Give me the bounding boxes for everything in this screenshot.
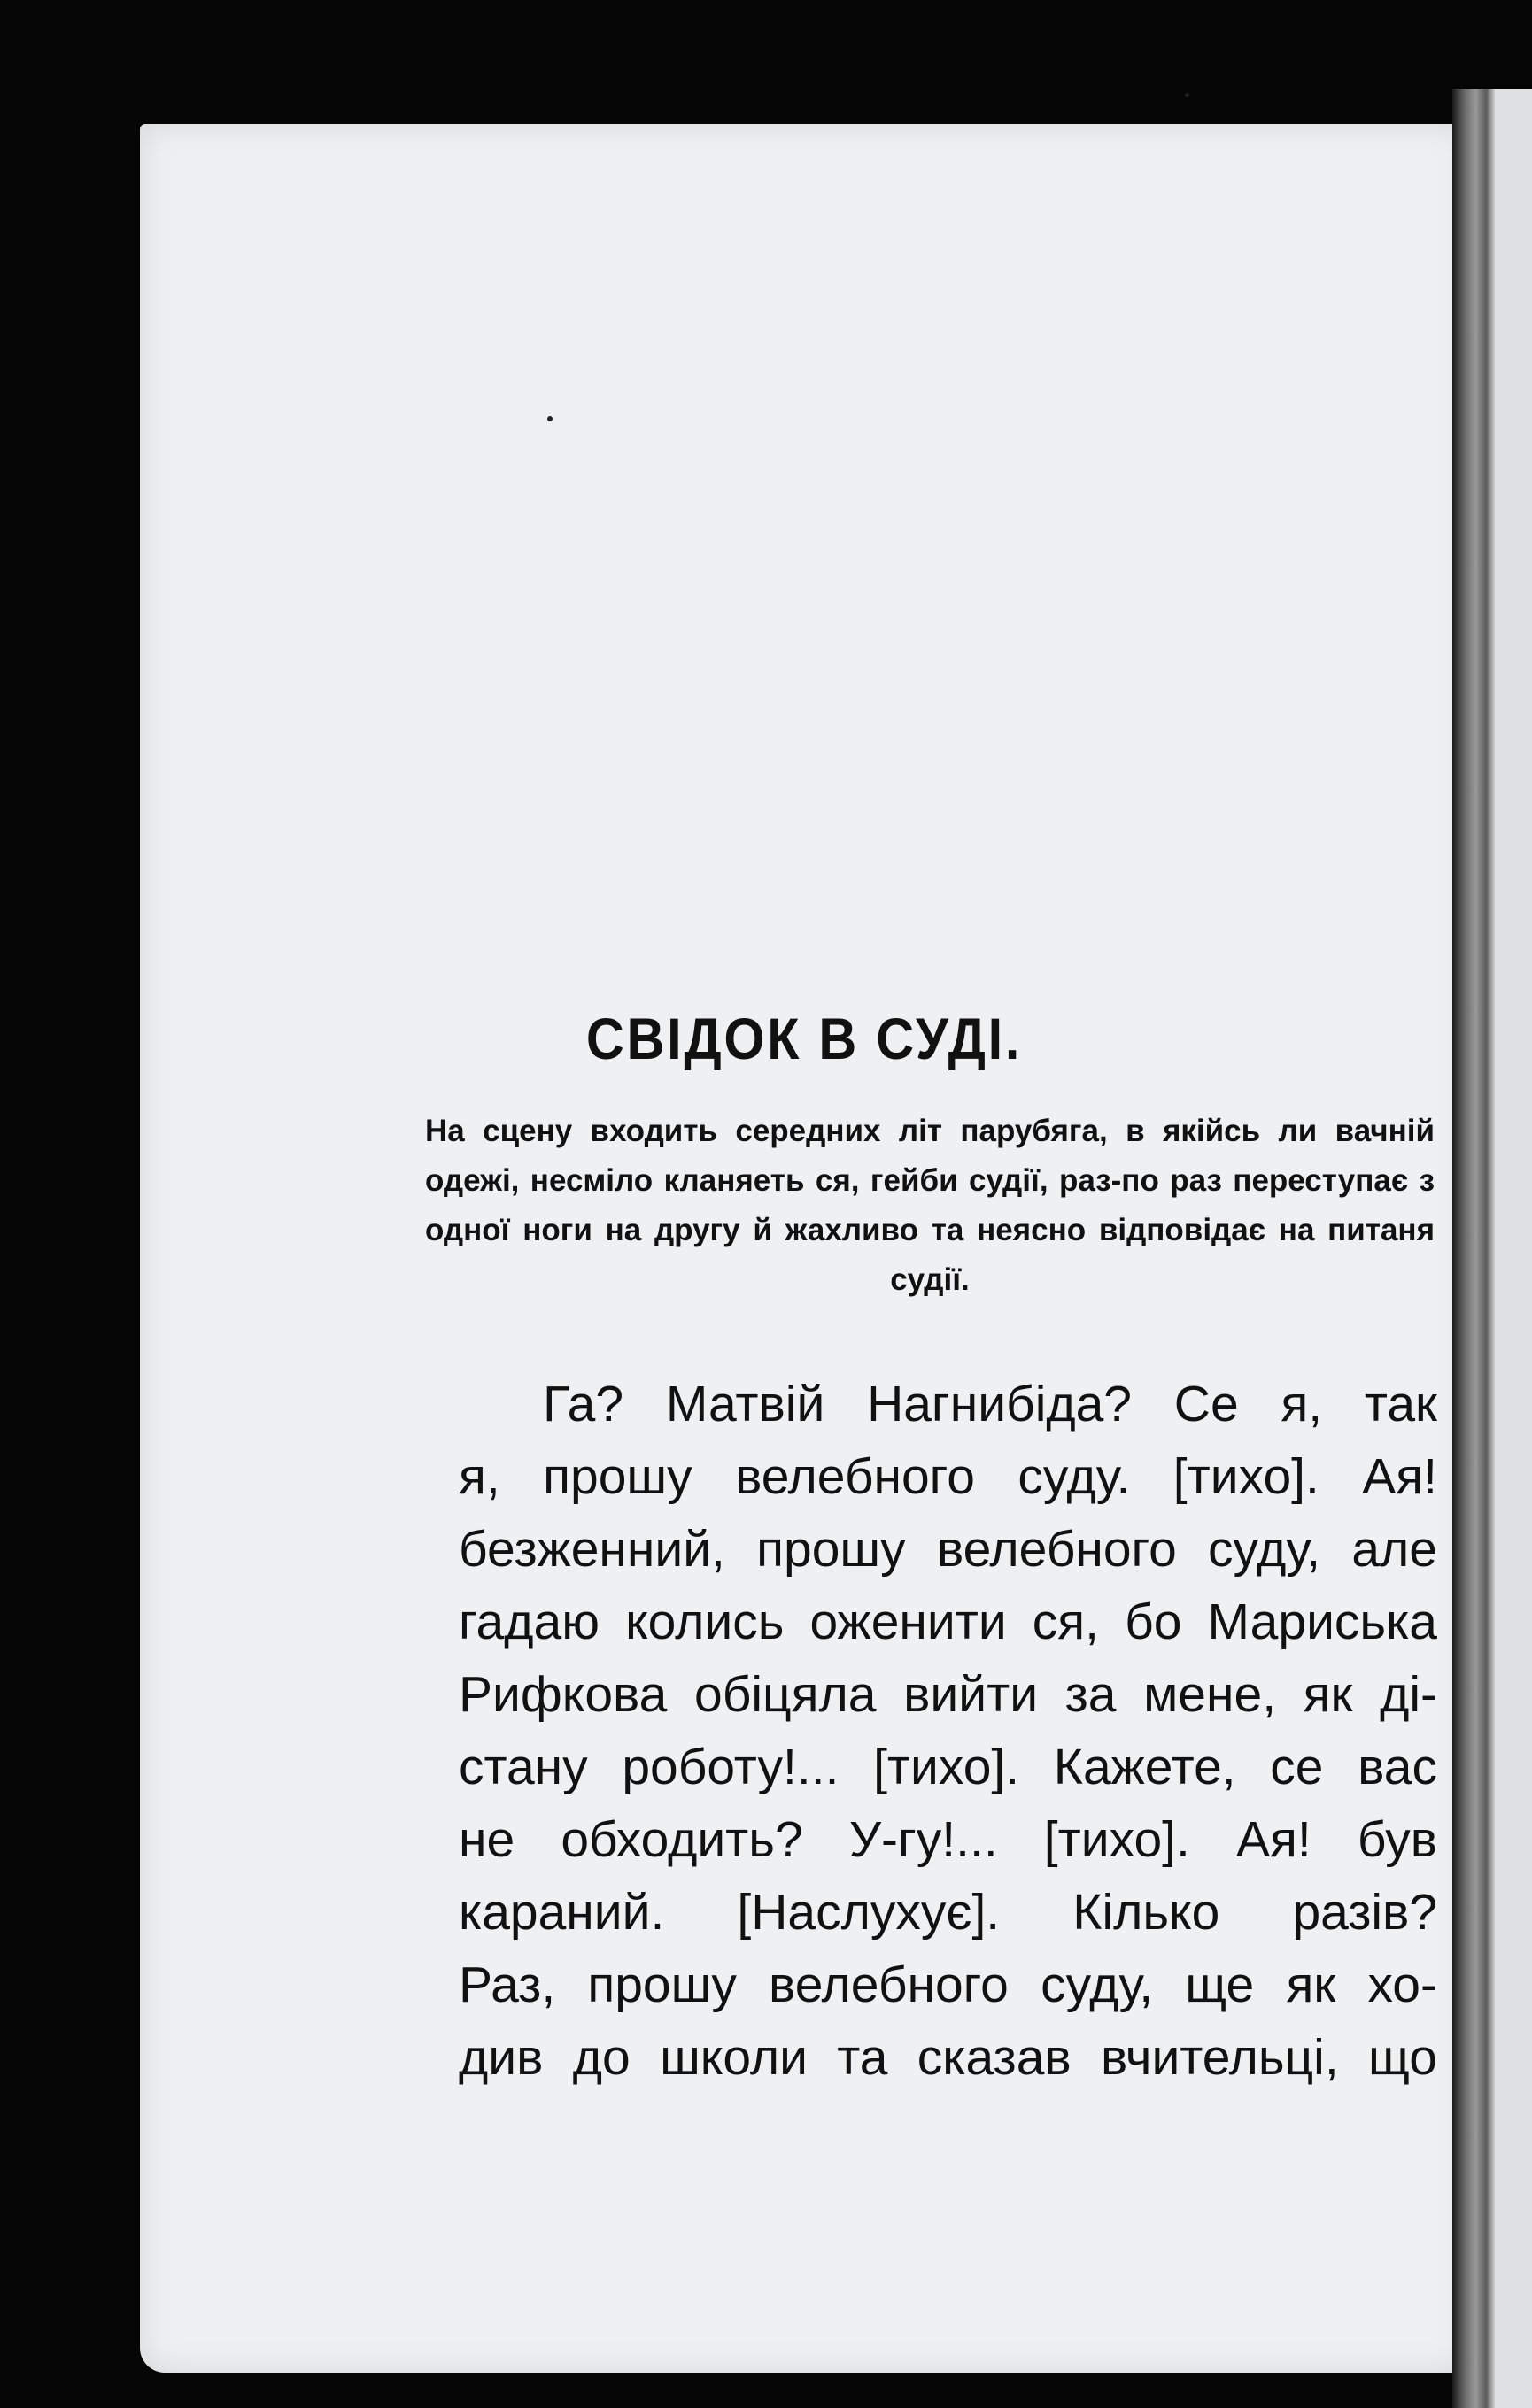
- body-line: див до школи та сказав вчительці, що: [459, 2029, 1437, 2086]
- page-title: СВІДОК В СУДІ.: [585, 1006, 1023, 1071]
- body-line: Га? Матвій Нагнибіда? Се я, так: [543, 1376, 1437, 1432]
- book-spine: [1452, 89, 1495, 2408]
- stage-direction: На сцену входить середних літ парубяга, в якійсь ли вачній одежі, несміло кланяеть ся, гейби судії, раз-по раз переступає з одної ноги на другу й жахливо та неясно відповідає на питаня судії.: [425, 1114, 1435, 1297]
- ink-speck: [1185, 93, 1189, 97]
- body-line: Раз, прошу велебного суду, ще як хо-: [459, 1956, 1437, 2013]
- next-page-edge: [1495, 89, 1532, 2408]
- body-line: я, прошу велебного суду. [тихо]. Ая!: [459, 1448, 1437, 1505]
- ink-speck: [547, 416, 553, 421]
- body-line: караний. [Наслухує]. Кілько разів?: [459, 1884, 1437, 1941]
- body-line: стану роботу!... [тихо]. Кажете, се вас: [459, 1739, 1437, 1795]
- body-line: гадаю колись оженити ся, бо Мариська: [459, 1594, 1437, 1650]
- body-text: [459, 1368, 1437, 2094]
- body-line: не обходить? У-гу!... [тихо]. Ая! був: [459, 1811, 1437, 1868]
- body-line: Рифкова обіцяла вийти за мене, як ді-: [459, 1666, 1437, 1723]
- body-line: безженний, прошу велебного суду, але: [459, 1521, 1437, 1578]
